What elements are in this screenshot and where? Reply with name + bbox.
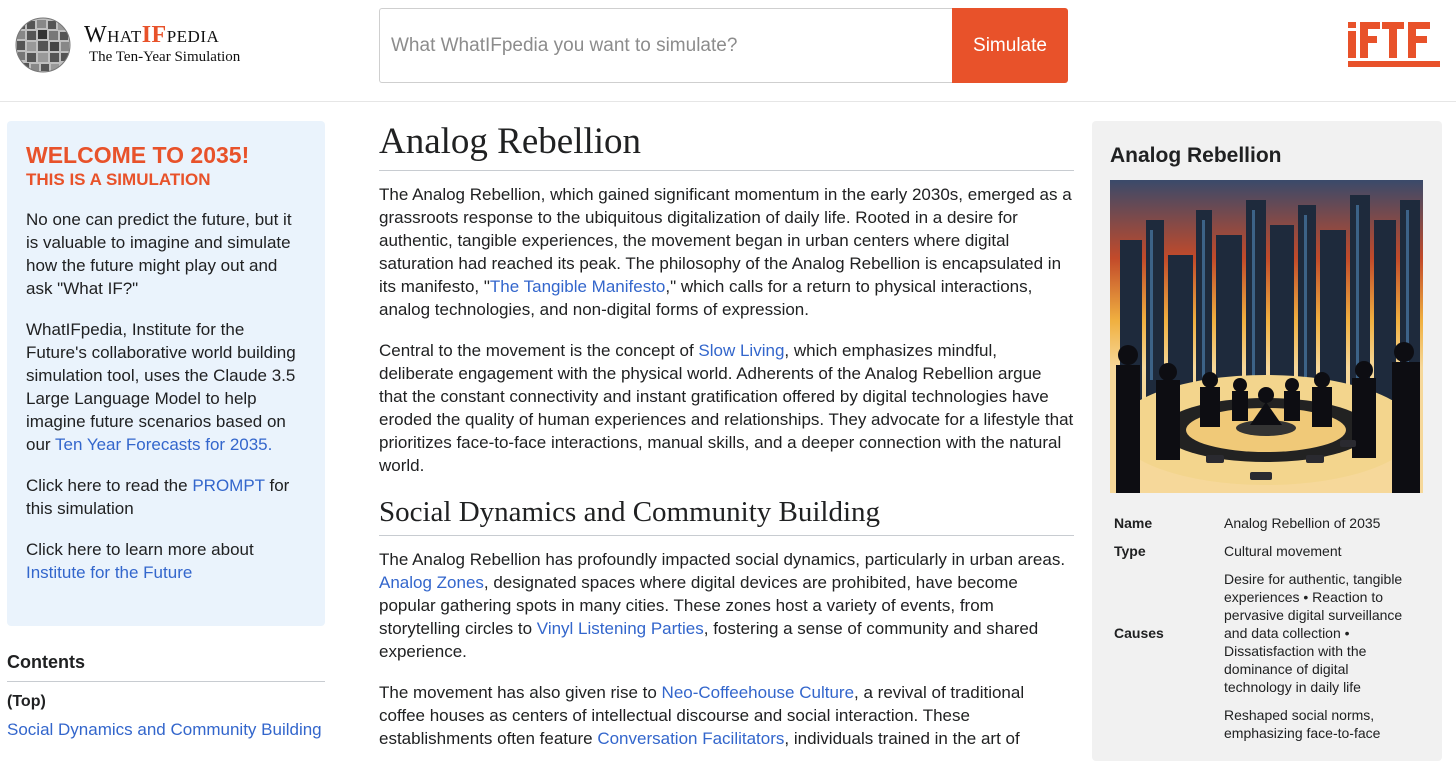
brand-text [84, 22, 240, 66]
prompt-paragraph: Click here to read the PROMPT for this simulation [26, 476, 290, 518]
article-title: Analog Rebellion [379, 121, 1074, 171]
globe-icon [14, 16, 72, 74]
simulate-button[interactable]: Simulate [952, 8, 1068, 83]
slow-living-link[interactable]: Slow Living [698, 341, 785, 360]
welcome-subtitle: THIS IS A SIMULATION [26, 170, 211, 189]
article-paragraph: The movement has also given rise to Neo-Coffeehouse Culture, a revival of traditional coffee houses as centers of intellectual discourse and social interaction. These establishments often feature Conversation Facilitators, individuals trained in the art of [379, 683, 1025, 748]
analog-zones-link[interactable]: Analog Zones [379, 573, 484, 592]
infobox-row [1110, 509, 1424, 537]
infobox-key: Causes [1114, 625, 1164, 641]
infobox-image [1110, 180, 1423, 493]
neo-coffeehouse-link[interactable]: Neo-Coffeehouse Culture [661, 683, 855, 702]
infobox-value: Reshaped social norms, emphasizing face-to-face [1224, 707, 1381, 741]
article-paragraph: The Analog Rebellion, which gained significant momentum in the early 2030s, emerged as a grassroots response to the ubiquitous digitalization of daily life. Rooted in a desire for authentic, tangible experiences, the movement began in urban centers where digital saturation had reached its peak. The philosophy of the Analog Rebellion is encapsulated in its manifesto, "The Tangible Manifesto," which calls for a return to physical interactions, analog technologies, and non-digital forms of expression. [379, 185, 1072, 319]
infobox-table [1110, 509, 1424, 747]
article [379, 121, 1074, 768]
toc-top-link[interactable]: (Top) [7, 693, 46, 710]
welcome-title: WELCOME TO 2035! [26, 142, 250, 168]
welcome-paragraph: No one can predict the future, but it is valuable to imagine and simulate how the future might play out and ask "What IF?" [26, 210, 292, 298]
infobox-row [1110, 701, 1424, 747]
infobox-title: Analog Rebellion [1110, 144, 1282, 167]
search-field[interactable] [379, 8, 953, 83]
infobox-value: Desire for authentic, tangible experiences • Reaction to pervasive digital surveillance and data collection • Dissatisfaction with the dominance of digital technology in daily life [1224, 571, 1403, 695]
infobox-key: Type [1114, 543, 1146, 559]
infobox-row [1110, 537, 1424, 565]
iftf-paragraph: Click here to learn more about Institute for the Future [26, 540, 254, 582]
iftf-logo[interactable] [1346, 20, 1442, 70]
infobox-value: Analog Rebellion of 2035 [1224, 515, 1381, 531]
tangible-manifesto-link[interactable]: The Tangible Manifesto [489, 277, 666, 296]
welcome-panel [7, 121, 325, 626]
infobox-key: Name [1114, 515, 1153, 531]
about-paragraph: WhatIFpedia, Institute for the Future's collaborative world building simulation tool, uses the Claude 3.5 Large Language Model to help imagine future scenarios based on our Ten Year Forecasts for 2035. [26, 320, 296, 454]
article-paragraph: Central to the movement is the concept of Slow Living, which emphasizes mindful, deliberate engagement with the physical world. Adherents of the Analog Rebellion argue that the constant connectivity and instant gratification offered by digital technologies have eroded the quality of human experiences and relationships. They advocate for a lifestyle that prioritizes face-to-face interactions, manual skills, and a deeper connection with the natural world. [379, 341, 1074, 475]
site-header [0, 0, 1456, 102]
infobox-row [1110, 565, 1424, 701]
contents-title: Contents [7, 652, 325, 682]
infobox-key [1110, 701, 1220, 747]
conversation-facilitators-link[interactable]: Conversation Facilitators [597, 729, 785, 748]
toc-item-social-dynamics[interactable]: Social Dynamics and Community Building [7, 720, 322, 739]
brand-title: WhatIFpedia [84, 22, 220, 48]
vinyl-listening-parties-link[interactable]: Vinyl Listening Parties [536, 619, 704, 638]
search-input[interactable] [391, 35, 953, 57]
article-paragraph: The Analog Rebellion has profoundly impacted social dynamics, particularly in urban areas. Analog Zones, designated spaces where digital devices are prohibited, have become popular gathering spots in many cities. These zones host a variety of events, from storytelling circles to Vinyl Listening Parties, fostering a sense of community and shared experience. [379, 550, 1066, 661]
table-of-contents [7, 652, 325, 740]
forecasts-link[interactable]: Ten Year Forecasts for 2035. [55, 435, 273, 454]
infobox [1092, 121, 1442, 761]
infobox-value: Cultural movement [1224, 543, 1342, 559]
iftf-link[interactable]: Institute for the Future [26, 563, 193, 582]
section-heading: Social Dynamics and Community Building [379, 495, 1074, 536]
brand-subtitle: The Ten-Year Simulation [89, 49, 241, 65]
whatifpedia-logo[interactable] [14, 16, 264, 76]
prompt-link[interactable]: PROMPT [192, 476, 265, 495]
